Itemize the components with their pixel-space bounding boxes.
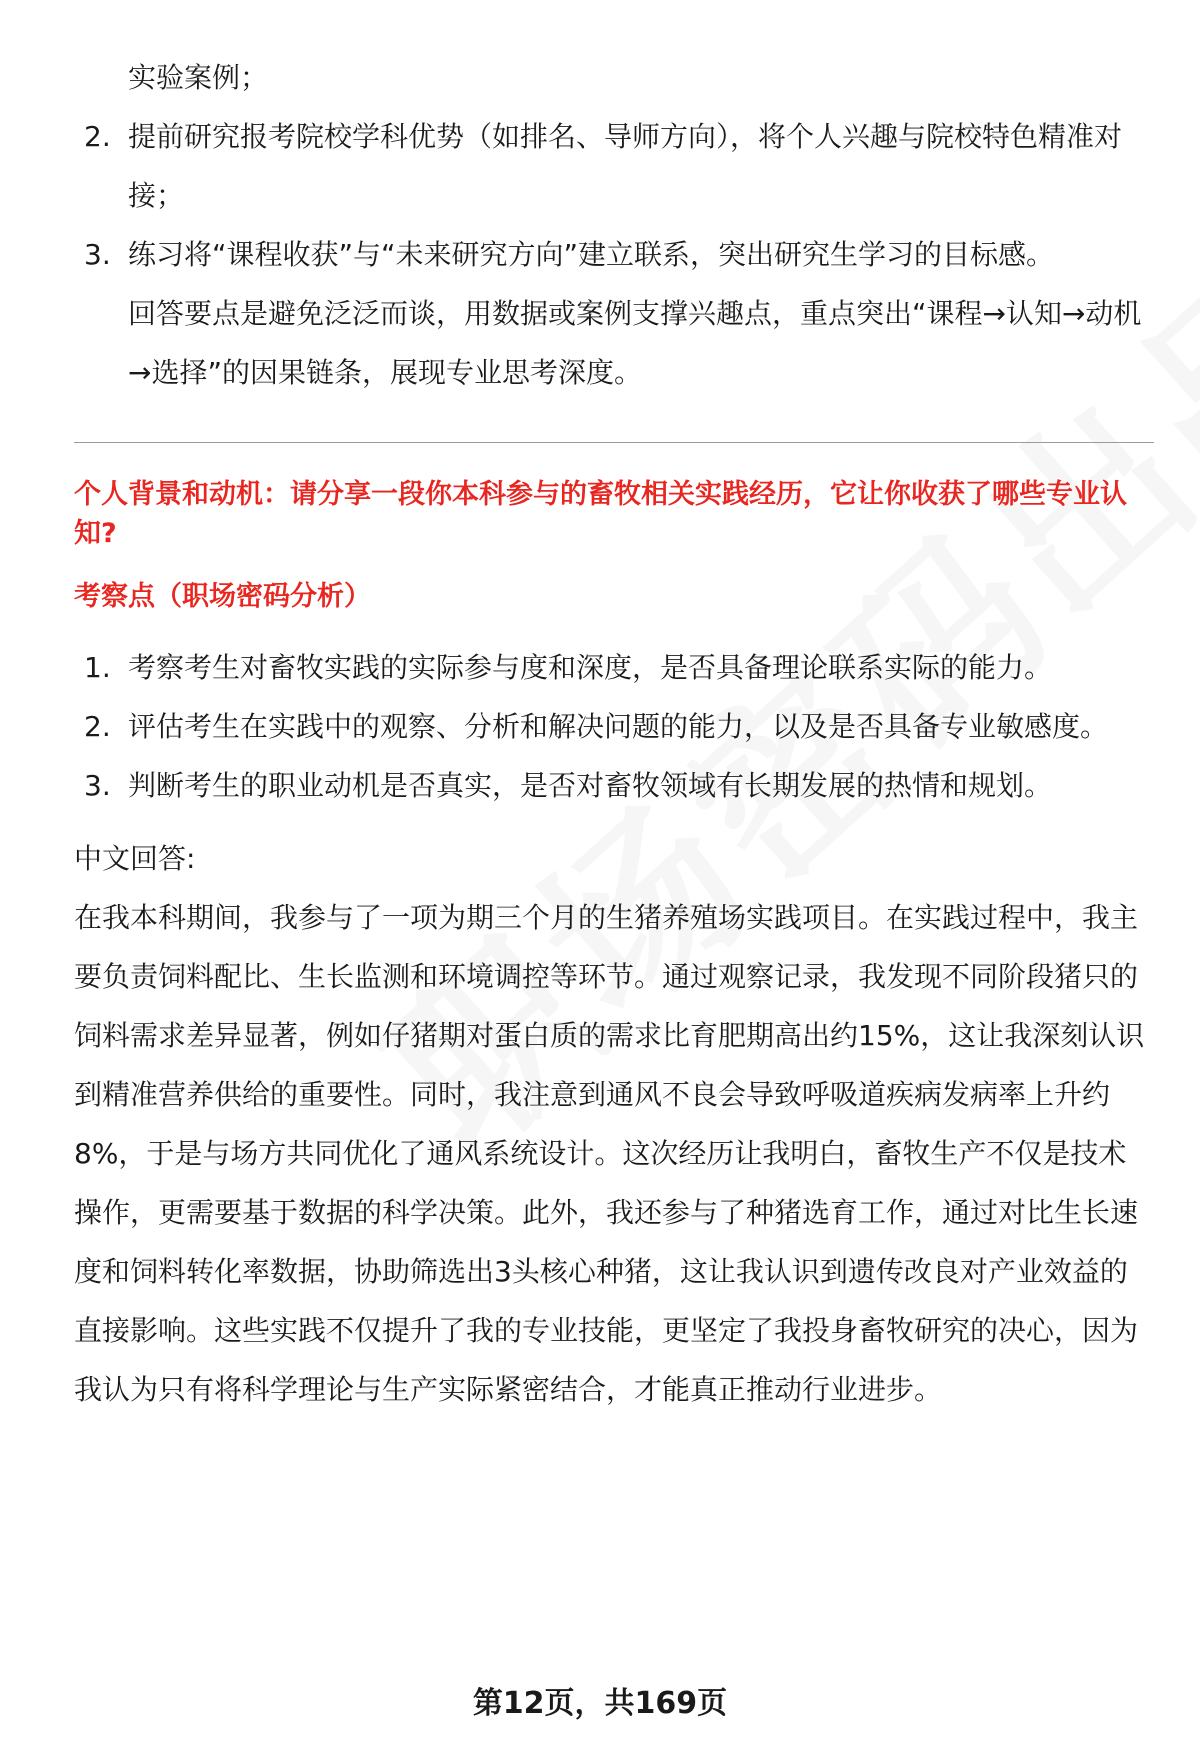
list-number: 3. xyxy=(84,238,111,271)
summary-paragraph: 回答要点是避免泛泛而谈，用数据或案例支撑兴趣点，重点突出“课程→认知→动机→选择”的因果链条，展现专业思考深度。 xyxy=(128,297,1142,389)
list-item-text: 判断考生的职业动机是否真实，是否对畜牧领域有长期发展的热情和规划。 xyxy=(128,769,1053,802)
list-item-continuation: 实验案例； xyxy=(128,61,269,94)
list-number: 1. xyxy=(84,651,111,684)
answer-label: 中文回答: xyxy=(74,842,196,875)
list-item xyxy=(74,225,1154,284)
list-item-text: 练习将“课程收获”与“未来研究方向”建立联系，突出研究生学习的目标感。 xyxy=(128,238,1055,271)
list-number: 3. xyxy=(84,769,111,802)
list-item-text: 考察考生对畜牧实践的实际参与度和深度，是否具备理论联系实际的能力。 xyxy=(128,651,1053,684)
points-heading: 考察点（职场密码分析） xyxy=(74,581,371,612)
question-title: 个人背景和动机：请分享一段你本科参与的畜牧相关实践经历，它让你收获了哪些专业认知? xyxy=(74,479,1127,549)
section-divider xyxy=(74,442,1154,443)
answer-paragraph: 在我本科期间，我参与了一项为期三个月的生猪养殖场实践项目。在实践过程中，我主要负责饲料配比、生长监测和环境调控等环节。通过观察记录，我发现不同阶段猪只的饲料需求差异显著，例如仔猪期对蛋白质的需求比育肥期高出约15%，这让我深刻认识到精准营养供给的重要性。同时，我注意到通风不良会导致呼吸道疾病发病率上升约8%，于是与场方共同优化了通风系统设计。这次经历让我明白，畜牧生产不仅是技术操作，更需要基于数据的科学决策。此外，我还参与了种猪选育工作，通过对比生长速度和饲料转化率数据，协助筛选出3头核心种猪，这让我认识到遗传改良对产业效益的直接影响。这些实践不仅提升了我的专业技能，更坚定了我投身畜牧研究的决心，因为我认为只有将科学理论与生产实际紧密结合，才能真正推动行业进步。 xyxy=(74,901,1145,1406)
list-item xyxy=(74,107,1154,225)
list-number: 2. xyxy=(84,120,111,153)
list-number: 2. xyxy=(84,710,111,743)
list-item xyxy=(74,638,1154,697)
list-item-text: 评估考生在实践中的观察、分析和解决问题的能力，以及是否具备专业敏感度。 xyxy=(128,710,1109,743)
list-item xyxy=(74,697,1154,756)
page-footer: 第12页，共169页 xyxy=(472,1686,728,1721)
list-item-text: 提前研究报考院校学科优势（如排名、导师方向），将个人兴趣与院校特色精准对接； xyxy=(128,120,1123,212)
list-item xyxy=(74,756,1154,815)
page-content xyxy=(74,48,1154,1419)
